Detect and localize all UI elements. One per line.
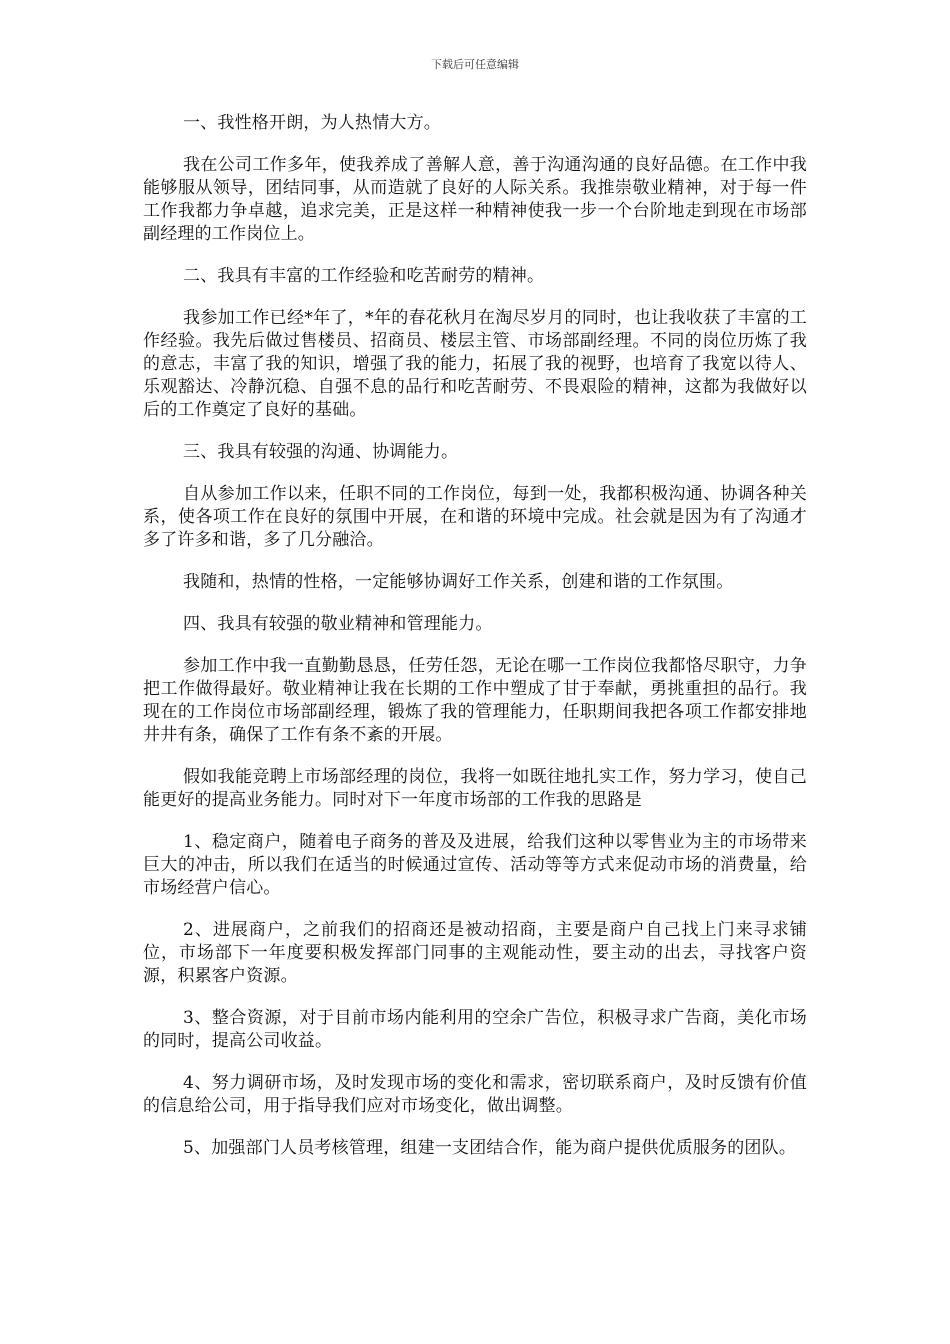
plan-item-4: 4、努力调研市场，及时发现市场的变化和需求，密切联系商户，及时反馈有价值的信息给公司，用于指导我们应对市场变化，做出调整。 (143, 1073, 807, 1116)
section-heading-2: 二、我具有丰富的工作经验和吃苦耐劳的精神。 (183, 266, 545, 286)
body-paragraph: 我参加工作已经*年了，*年的春花秋月在淘尽岁月的同时，也让我收获了丰富的工作经验。我先后做过售楼员、招商员、楼层主管、市场部副经理。不同的岗位历炼了我的意志，丰富了我的知识，增强了我的能力，拓展了我的视野，也培育了我宽以待人、乐观豁达、冷静沉稳、自强不息的品行和吃苦耐劳、不畏艰险的精神，这都为我做好以后的工作奠定了良好的基础。 (143, 308, 807, 420)
body-paragraph: 我在公司工作多年，使我养成了善解人意，善于沟通沟通的良好品德。在工作中我能够服从领导，团结同事，从而造就了良好的人际关系。我推崇敬业精神，对于每一件工作我都力争卓越，追求完美，正是这样一种精神使我一步一个台阶地走到现在市场部副经理的工作岗位上。 (143, 155, 807, 244)
plan-item-3: 3、整合资源，对于目前市场内能利用的空余广告位，积极寻求广告商，美化市场的同时，提高公司收益。 (143, 1008, 807, 1051)
body-paragraph: 自从参加工作以来，任职不同的工作岗位，每到一处，我都积极沟通、协调各种关系，使各项工作在良好的氛围中开展，在和谐的环境中完成。社会就是因为有了沟通才多了许多和谐，多了几分融洽。 (143, 484, 807, 550)
plan-item-5: 5、加强部门人员考核管理，组建一支团结合作，能为商户提供优质服务的团队。 (183, 1138, 797, 1158)
document-body (143, 112, 807, 1179)
body-paragraph: 参加工作中我一直勤勤恳恳，任劳任怨，无论在哪一工作岗位我都恪尽职守，力争把工作做得最好。敬业精神让我在长期的工作中塑成了甘于奉献，勇挑重担的品行。我现在的工作岗位市场部副经理，锻炼了我的管理能力，任职期间我把各项工作都安排地井井有条，确保了工作有条不紊的开展。 (143, 656, 807, 745)
plan-item-1: 1、稳定商户，随着电子商务的普及及进展，给我们这种以零售业为主的市场带来巨大的冲击，所以我们在适当的时候通过宣传、活动等等方式来促动市场的消费量，给市场经营户信心。 (143, 832, 807, 898)
section-heading-4: 四、我具有较强的敬业精神和管理能力。 (183, 614, 493, 634)
body-paragraph: 假如我能竞聘上市场部经理的岗位，我将一如既往地扎实工作，努力学习，使自己能更好的提高业务能力。同时对下一年度市场部的工作我的思路是 (143, 767, 807, 810)
section-heading-1: 一、我性格开朗，为人热情大方。 (183, 113, 441, 133)
page-header: 下载后可任意编辑 (431, 58, 519, 71)
body-paragraph: 我随和，热情的性格，一定能够协调好工作关系，创建和谐的工作氛围。 (183, 572, 734, 592)
plan-item-2: 2、进展商户，之前我们的招商还是被动招商，主要是商户自己找上门来寻求铺位，市场部下一年度要积极发挥部门同事的主观能动性，要主动的出去，寻找客户资源，积累客户资源。 (143, 920, 807, 986)
section-heading-3: 三、我具有较强的沟通、协调能力。 (183, 442, 459, 462)
